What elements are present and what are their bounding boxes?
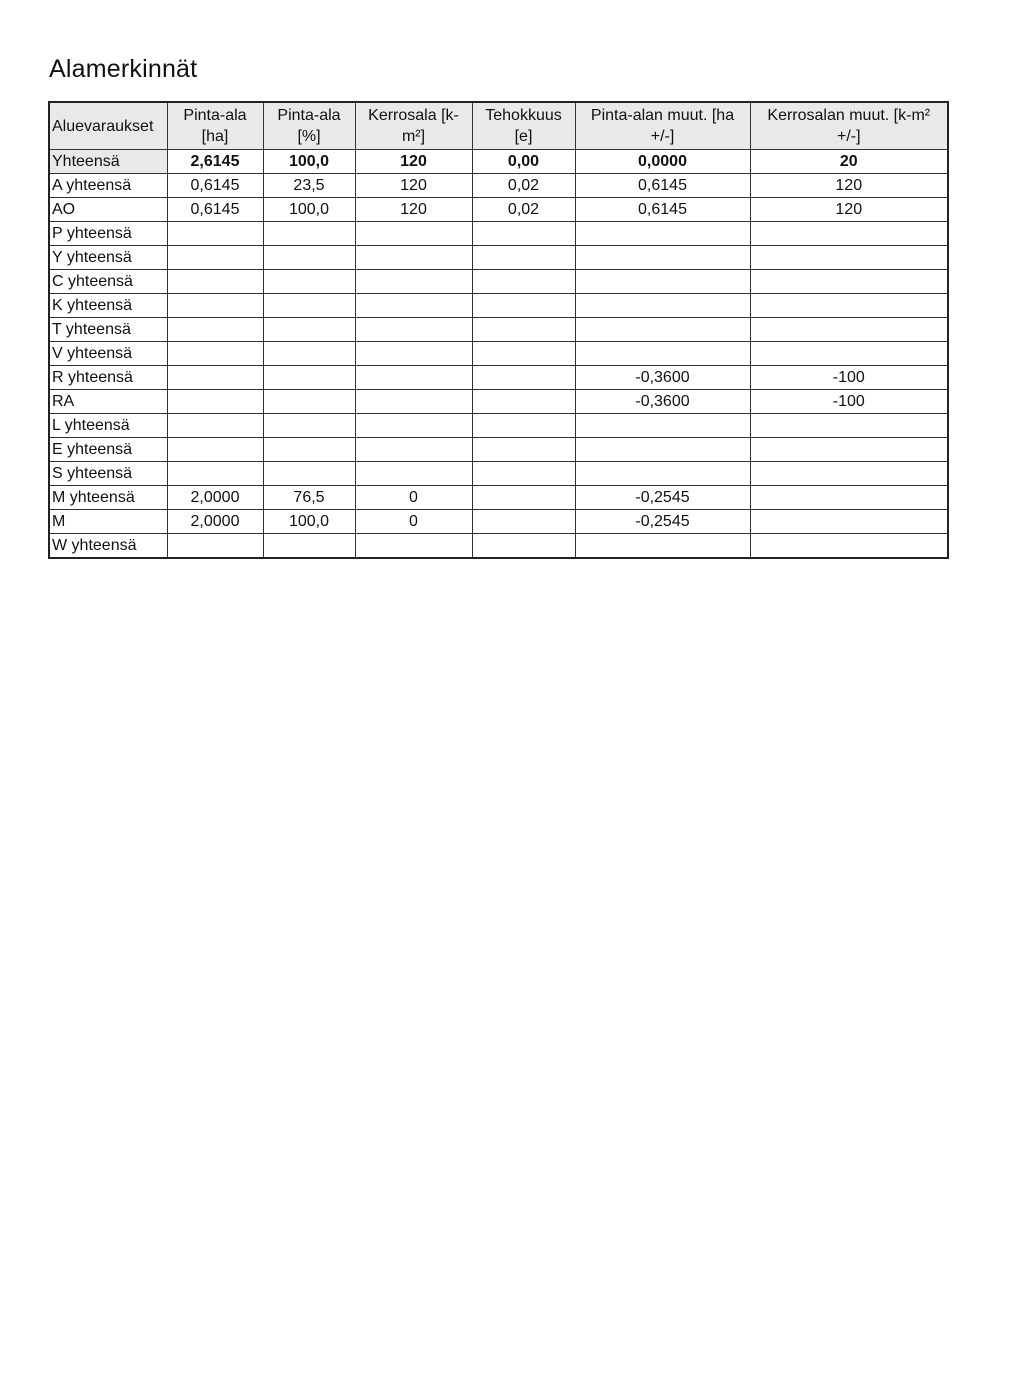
table-row <box>49 294 948 318</box>
cell-label: C yhteensä <box>49 270 167 294</box>
cell-pinta-ala-percent <box>263 270 355 294</box>
cell-pinta-alan-muutos <box>575 294 750 318</box>
cell-kerrosala <box>355 342 472 366</box>
cell-pinta-alan-muutos <box>575 438 750 462</box>
cell-kerrosala: 120 <box>355 150 472 174</box>
table-total-row <box>49 150 948 174</box>
cell-pinta-alan-muutos: -0,2545 <box>575 510 750 534</box>
cell-pinta-ala-ha: 0,6145 <box>167 198 263 222</box>
cell-label: RA <box>49 390 167 414</box>
cell-kerrosala <box>355 318 472 342</box>
cell-label: Yhteensä <box>49 150 167 174</box>
cell-tehokkuus <box>472 534 575 559</box>
column-header-pinta-ala-percent: Pinta-ala [%] <box>263 102 355 150</box>
table-row <box>49 438 948 462</box>
cell-pinta-ala-ha: 2,6145 <box>167 150 263 174</box>
cell-pinta-ala-ha <box>167 318 263 342</box>
cell-kerrosalan-muutos <box>750 486 948 510</box>
cell-pinta-ala-percent: 100,0 <box>263 150 355 174</box>
cell-tehokkuus: 0,02 <box>472 174 575 198</box>
cell-label: S yhteensä <box>49 462 167 486</box>
cell-tehokkuus <box>472 222 575 246</box>
cell-kerrosalan-muutos: -100 <box>750 390 948 414</box>
cell-kerrosala: 0 <box>355 510 472 534</box>
cell-tehokkuus <box>472 270 575 294</box>
cell-tehokkuus <box>472 342 575 366</box>
cell-pinta-ala-ha <box>167 414 263 438</box>
cell-kerrosalan-muutos <box>750 462 948 486</box>
table-row <box>49 366 948 390</box>
cell-pinta-ala-ha <box>167 342 263 366</box>
cell-pinta-ala-ha: 0,6145 <box>167 174 263 198</box>
cell-pinta-ala-percent: 23,5 <box>263 174 355 198</box>
cell-pinta-alan-muutos <box>575 534 750 559</box>
cell-tehokkuus <box>472 486 575 510</box>
cell-pinta-ala-percent <box>263 246 355 270</box>
cell-kerrosalan-muutos <box>750 510 948 534</box>
cell-label: Y yhteensä <box>49 246 167 270</box>
cell-pinta-alan-muutos <box>575 462 750 486</box>
cell-pinta-alan-muutos <box>575 414 750 438</box>
cell-label: T yhteensä <box>49 318 167 342</box>
cell-pinta-ala-percent <box>263 534 355 559</box>
cell-pinta-alan-muutos: 0,0000 <box>575 150 750 174</box>
table-row <box>49 390 948 414</box>
cell-label: L yhteensä <box>49 414 167 438</box>
cell-pinta-ala-ha <box>167 462 263 486</box>
column-header-tehokkuus: Tehokkuus [e] <box>472 102 575 150</box>
cell-pinta-alan-muutos <box>575 222 750 246</box>
cell-kerrosalan-muutos <box>750 414 948 438</box>
cell-pinta-ala-percent <box>263 222 355 246</box>
cell-pinta-ala-ha <box>167 390 263 414</box>
cell-pinta-ala-percent <box>263 318 355 342</box>
table-body <box>49 150 948 559</box>
cell-kerrosala <box>355 294 472 318</box>
table-row <box>49 318 948 342</box>
cell-pinta-ala-percent <box>263 366 355 390</box>
cell-kerrosala <box>355 390 472 414</box>
cell-pinta-alan-muutos: -0,2545 <box>575 486 750 510</box>
table-row <box>49 222 948 246</box>
cell-kerrosalan-muutos <box>750 318 948 342</box>
cell-tehokkuus <box>472 510 575 534</box>
cell-kerrosala <box>355 462 472 486</box>
cell-pinta-ala-percent <box>263 390 355 414</box>
cell-kerrosala: 120 <box>355 174 472 198</box>
table-header-row <box>49 102 948 150</box>
cell-tehokkuus <box>472 414 575 438</box>
column-header-pinta-alan-muutos: Pinta-alan muut. [ha +/-] <box>575 102 750 150</box>
cell-kerrosala: 0 <box>355 486 472 510</box>
cell-tehokkuus <box>472 318 575 342</box>
cell-label: P yhteensä <box>49 222 167 246</box>
column-header-kerrosalan-muutos: Kerrosalan muut. [k-m² +/-] <box>750 102 948 150</box>
table-row <box>49 174 948 198</box>
table-row <box>49 486 948 510</box>
table-row <box>49 510 948 534</box>
column-header-kerrosala: Kerrosala [k-m²] <box>355 102 472 150</box>
column-header-aluevaraukset: Aluevaraukset <box>49 102 167 150</box>
cell-pinta-ala-ha: 2,0000 <box>167 486 263 510</box>
cell-tehokkuus <box>472 294 575 318</box>
cell-label: E yhteensä <box>49 438 167 462</box>
table-row <box>49 462 948 486</box>
cell-pinta-alan-muutos <box>575 270 750 294</box>
cell-pinta-ala-percent: 100,0 <box>263 510 355 534</box>
cell-kerrosalan-muutos <box>750 342 948 366</box>
cell-pinta-ala-ha <box>167 366 263 390</box>
cell-tehokkuus: 0,02 <box>472 198 575 222</box>
cell-pinta-ala-ha <box>167 246 263 270</box>
cell-label: A yhteensä <box>49 174 167 198</box>
table-row <box>49 270 948 294</box>
cell-pinta-ala-ha <box>167 294 263 318</box>
cell-tehokkuus <box>472 366 575 390</box>
cell-kerrosalan-muutos <box>750 270 948 294</box>
land-use-summary-table <box>48 101 949 559</box>
cell-tehokkuus <box>472 390 575 414</box>
cell-kerrosalan-muutos: 20 <box>750 150 948 174</box>
cell-kerrosala <box>355 534 472 559</box>
cell-label: AO <box>49 198 167 222</box>
cell-pinta-alan-muutos <box>575 246 750 270</box>
column-header-pinta-ala-ha: Pinta-ala [ha] <box>167 102 263 150</box>
cell-pinta-ala-percent <box>263 414 355 438</box>
cell-pinta-ala-percent <box>263 462 355 486</box>
cell-kerrosalan-muutos: 120 <box>750 174 948 198</box>
cell-label: K yhteensä <box>49 294 167 318</box>
cell-pinta-alan-muutos: 0,6145 <box>575 174 750 198</box>
cell-kerrosalan-muutos <box>750 222 948 246</box>
cell-kerrosala <box>355 414 472 438</box>
cell-kerrosalan-muutos <box>750 246 948 270</box>
cell-pinta-ala-ha <box>167 438 263 462</box>
cell-pinta-ala-percent: 76,5 <box>263 486 355 510</box>
cell-tehokkuus <box>472 438 575 462</box>
page-title: Alamerkinnät <box>49 55 198 83</box>
cell-pinta-ala-ha <box>167 534 263 559</box>
cell-tehokkuus <box>472 462 575 486</box>
cell-pinta-alan-muutos: 0,6145 <box>575 198 750 222</box>
cell-label: R yhteensä <box>49 366 167 390</box>
cell-pinta-ala-percent <box>263 342 355 366</box>
cell-kerrosalan-muutos: 120 <box>750 198 948 222</box>
cell-label: W yhteensä <box>49 534 167 559</box>
cell-pinta-alan-muutos: -0,3600 <box>575 390 750 414</box>
cell-pinta-ala-ha <box>167 222 263 246</box>
cell-kerrosala <box>355 438 472 462</box>
cell-pinta-ala-ha: 2,0000 <box>167 510 263 534</box>
cell-kerrosala <box>355 366 472 390</box>
table-row <box>49 198 948 222</box>
cell-pinta-ala-percent <box>263 294 355 318</box>
table-row <box>49 246 948 270</box>
cell-kerrosalan-muutos <box>750 294 948 318</box>
cell-kerrosala <box>355 246 472 270</box>
cell-label: V yhteensä <box>49 342 167 366</box>
cell-tehokkuus: 0,00 <box>472 150 575 174</box>
table-row <box>49 414 948 438</box>
cell-kerrosalan-muutos <box>750 534 948 559</box>
cell-pinta-ala-percent <box>263 438 355 462</box>
cell-pinta-alan-muutos: -0,3600 <box>575 366 750 390</box>
cell-kerrosala <box>355 270 472 294</box>
cell-label: M yhteensä <box>49 486 167 510</box>
cell-pinta-alan-muutos <box>575 318 750 342</box>
cell-tehokkuus <box>472 246 575 270</box>
cell-label: M <box>49 510 167 534</box>
cell-kerrosalan-muutos <box>750 438 948 462</box>
cell-kerrosala <box>355 222 472 246</box>
table-row <box>49 342 948 366</box>
cell-kerrosala: 120 <box>355 198 472 222</box>
cell-kerrosalan-muutos: -100 <box>750 366 948 390</box>
cell-pinta-alan-muutos <box>575 342 750 366</box>
table-row <box>49 534 948 559</box>
cell-pinta-ala-percent: 100,0 <box>263 198 355 222</box>
cell-pinta-ala-ha <box>167 270 263 294</box>
